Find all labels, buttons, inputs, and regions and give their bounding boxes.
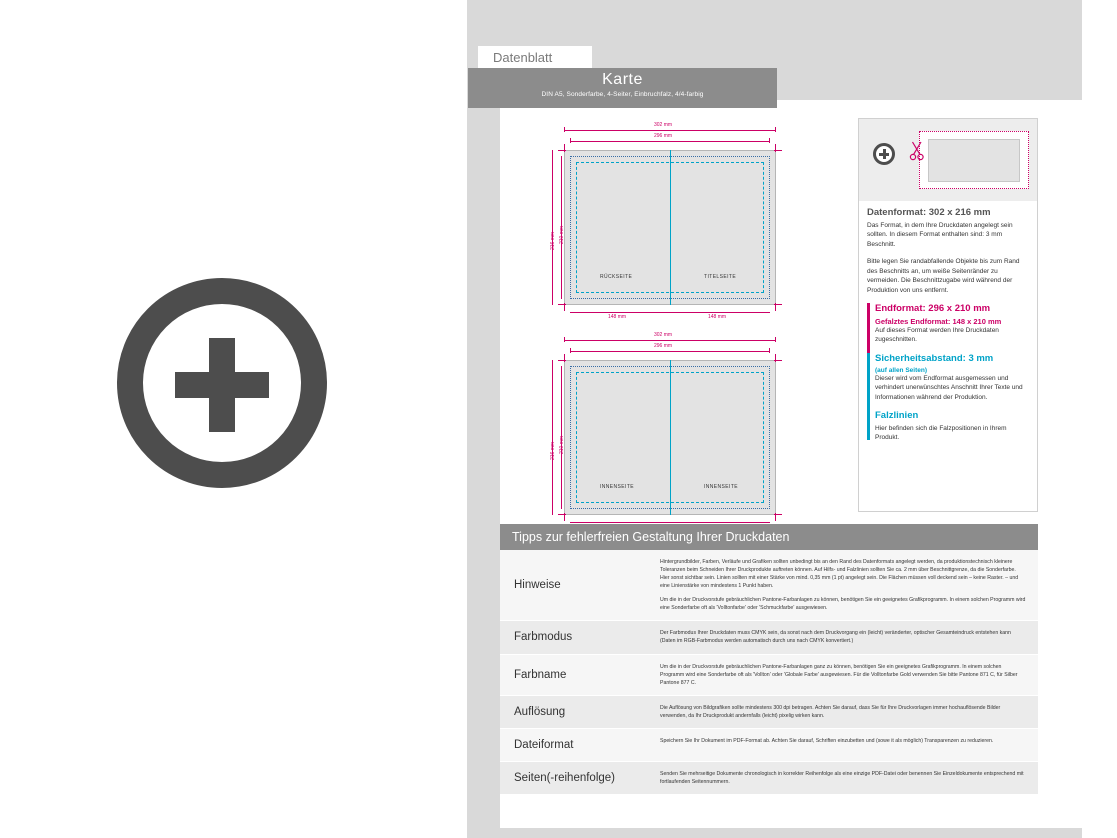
tips-row-text [660, 696, 1038, 728]
crop-mark [775, 303, 776, 311]
tips-row-text [660, 550, 1038, 620]
sheet-left-margin [467, 0, 500, 838]
tab-datenblatt[interactable] [478, 46, 592, 68]
tips-paragraph: Speichern Sie Ihr Dokument im PDF-Format ab. Achten Sie darauf, Schriften einzubetten und (sowe it als möglich) Transparenzen zu reduzieren. [660, 737, 994, 744]
legend-endformat-title: Endformat: 296 x 210 mm [875, 302, 991, 314]
tips-paragraph: Hintergrundbilder, Farben, Verläufe und Grafiken sollten unbedingt bis an den Rand des Datenformats angelegt werden, da produktionstechnisch kleinere Toleranzen beim Schneiden Ihrer Druckprodukte auftreten können. Auf Hilfs- und Falzlinien sollten Sie ca. 2 mm über Beschnittgrenze, da die Sonderfarbe. Hier sonst sichtbar sein. Linien sollten mit einer Stärke von mind. 0,35 mm (1 pt) angelegt sein. Die Flächen müssen voll deckend sein – keine Raster. – und eine Linienstärke von mindestens 1 Punkt haben. [660, 559, 1019, 590]
table-row [500, 550, 1038, 621]
legend-mini-trim [919, 131, 1029, 189]
legend-sicherheit-title: Sicherheitsabstand: 3 mm [875, 352, 994, 364]
dim-label-width-trim-top: 296 mm [654, 133, 673, 139]
dim-label-half-left-top: 148 mm [608, 314, 627, 320]
dim-height-bleed-top [552, 150, 553, 305]
crop-mark [564, 513, 565, 521]
tips-row-text [660, 762, 1038, 794]
tips-heading-label: Tipps zur fehlerfreien Gestaltung Ihrer Druckdaten [512, 530, 790, 544]
legend-card [858, 118, 1038, 512]
dim-width-trim-bottom [570, 351, 770, 352]
dim-half-left-top [570, 312, 670, 313]
dim-half-left-bottom [570, 522, 670, 523]
crop-mark [775, 513, 776, 521]
dim-width-trim-top [570, 141, 770, 142]
dim-width-bleed-bottom [564, 340, 776, 341]
panel-label-bottom-left: INNENSEITE [600, 484, 635, 490]
legend-datenformat-text2: Bitte legen Sie randabfallende Objekte bis zum Rand des Beschnitts an, um weiße Seitenränder zu vermeiden. Die Beschnittzugabe wird während der Produktion von uns entfernt. [867, 258, 1020, 294]
legend-falz-title: Falzlinien [875, 410, 919, 422]
tips-row-label: Auflösung [514, 705, 566, 718]
dim-label-width-bleed-bottom: 302 mm [654, 332, 673, 338]
legend-datenformat-title: Datenformat: 302 x 216 mm [867, 207, 991, 218]
tips-paragraph: Um die in der Druckvorstufe gebräuchlichen Pantone-Farbanlagen zu können, benötigen Sie ein geeignetes Grafikprogramm. In einem solchen Programm wird eine Sonderfarbe oft als 'Volltonfarbe' oder 'Schmuckfarbe' ausgewiesen. [660, 597, 1026, 612]
dim-half-right-bottom [670, 522, 770, 523]
panel-label-top-right: TITELSEITE [704, 274, 737, 280]
dim-half-right-top [670, 312, 770, 313]
legend-marker-pink [867, 303, 870, 355]
technical-drawing [550, 122, 782, 512]
tips-row-label: Farbname [514, 668, 567, 681]
document-header [468, 68, 777, 108]
panel-label-top-left: RÜCKSEITE [600, 274, 633, 280]
table-row [500, 729, 1038, 762]
dim-width-bleed-top [564, 130, 776, 131]
tips-row-label: Seiten(-reihenfolge) [514, 771, 616, 784]
tips-table [500, 550, 1038, 795]
fold-line-top [670, 150, 671, 305]
tips-row-label: Hinweise [514, 579, 561, 592]
legend-falz-text: Hier befinden sich die Falzpositionen in Ihrem Produkt. [875, 425, 1007, 442]
magnifier-small-icon [871, 143, 901, 173]
magnifier-plus-vertical [209, 338, 235, 432]
table-row [500, 655, 1038, 696]
table-row [500, 621, 1038, 654]
table-row [500, 762, 1038, 795]
dim-height-bleed-bottom [552, 360, 553, 515]
dim-label-half-right-top: 148 mm [708, 314, 727, 320]
tips-paragraph: Um die in der Druckvorstufe gebräuchlichen Pantone-Farbanlagen ganz zu können, benötigen Sie ein geeignetes Grafikprogramm. In einem solchen Programm wird eine Sonderfarbe oft als 'Vollton' oder 'Globale Farbe' ausgewiesen. Für die Volltonfarbe Gold verwenden Sie bitte Pantone 871 C, für Silber Pantone 877 C. [660, 663, 1018, 686]
legend-datenformat-text: Das Format, in dem Ihre Druckdaten angelegt sein sollten. In diesem Format enthalten sind: 3 mm Beschnitt. [867, 222, 1013, 248]
tips-row-text [660, 655, 1038, 695]
sheet-bottom-margin [467, 828, 1082, 838]
crop-mark [564, 144, 565, 152]
tips-row-label: Farbmodus [514, 631, 573, 644]
page-subtitle: DIN A5, Sonderfarbe, 4-Seiter, Einbruchfalz, 4/4-farbig [541, 91, 704, 98]
table-row [500, 696, 1038, 729]
panel-label-bottom-right: INNENSEITE [704, 484, 739, 490]
page-title: Karte [602, 71, 643, 88]
legend-illustration [859, 119, 1037, 201]
dim-label-height-trim-bottom: 210 mm [559, 435, 565, 454]
legend-mini-artboard [928, 139, 1020, 182]
crop-mark [564, 303, 565, 311]
dim-label-height-trim-top: 210 mm [559, 225, 565, 244]
tips-paragraph: Senden Sie mehrseitige Dokumente chronologisch in korrekter Reihenfolge als eine einzige PDF-Datei oder benennen Sie Einzeldokumente entsprechend mit fortlaufenden Seitennummern. [660, 770, 1024, 785]
crop-mark [775, 354, 776, 362]
dim-label-width-trim-bottom: 296 mm [654, 343, 673, 349]
magnifier-zoom-icon [95, 278, 365, 568]
dim-label-height-bleed-bottom: 216 mm [550, 441, 556, 460]
legend-endformat-text: Auf dieses Format werden Ihre Druckdaten zugeschnitten. [875, 326, 999, 344]
legend-sicherheit-text: Dieser wird vom Endformat ausgemessen und verhindert unerwünschtes Anschnitt Ihrer Texte und Informationen während der Produktion. [875, 374, 1023, 401]
dim-label-width-bleed-top: 302 mm [654, 122, 673, 128]
legend-sicherheit-sub: (auf allen Seiten) [875, 366, 928, 374]
legend-endformat-sub: Gefalztes Endformat: 148 x 210 mm [875, 316, 1002, 326]
tips-row-label: Dateiformat [514, 738, 574, 751]
tips-paragraph: Der Farbmodus Ihrer Druckdaten muss CMYK sein, da sonst nach dem Druckvorgang ein (leicht) veränderter, optischer Gesamteindruck entstehen kann (Daten im RGB-Farbmodus werden automatisch durch uns nach CMYK konvertiert.) [660, 630, 1011, 645]
tips-row-text [660, 729, 1038, 761]
tab-label: Datenblatt [493, 49, 553, 65]
legend-marker-cyan-fold [867, 410, 870, 440]
legend-text-block [867, 207, 1031, 451]
crop-mark [775, 144, 776, 152]
fold-line-bottom [670, 360, 671, 515]
legend-marker-cyan-safety [867, 353, 870, 419]
tips-row-text [660, 621, 1038, 653]
dim-label-height-bleed-top: 216 mm [550, 231, 556, 250]
scissors-icon [909, 141, 925, 161]
crop-mark [564, 354, 565, 362]
tips-paragraph: Die Auflösung von Bildgrafiken sollte mindestens 300 dpi betragen. Achten Sie darauf, dass Sie für Ihre Druckvorlagen immer hochauflösende Bilder verwenden, da Ihr Druckprodukt andernfalls (leicht) pixelig wirken kann. [660, 704, 1001, 719]
tips-section-heading [500, 524, 1038, 550]
